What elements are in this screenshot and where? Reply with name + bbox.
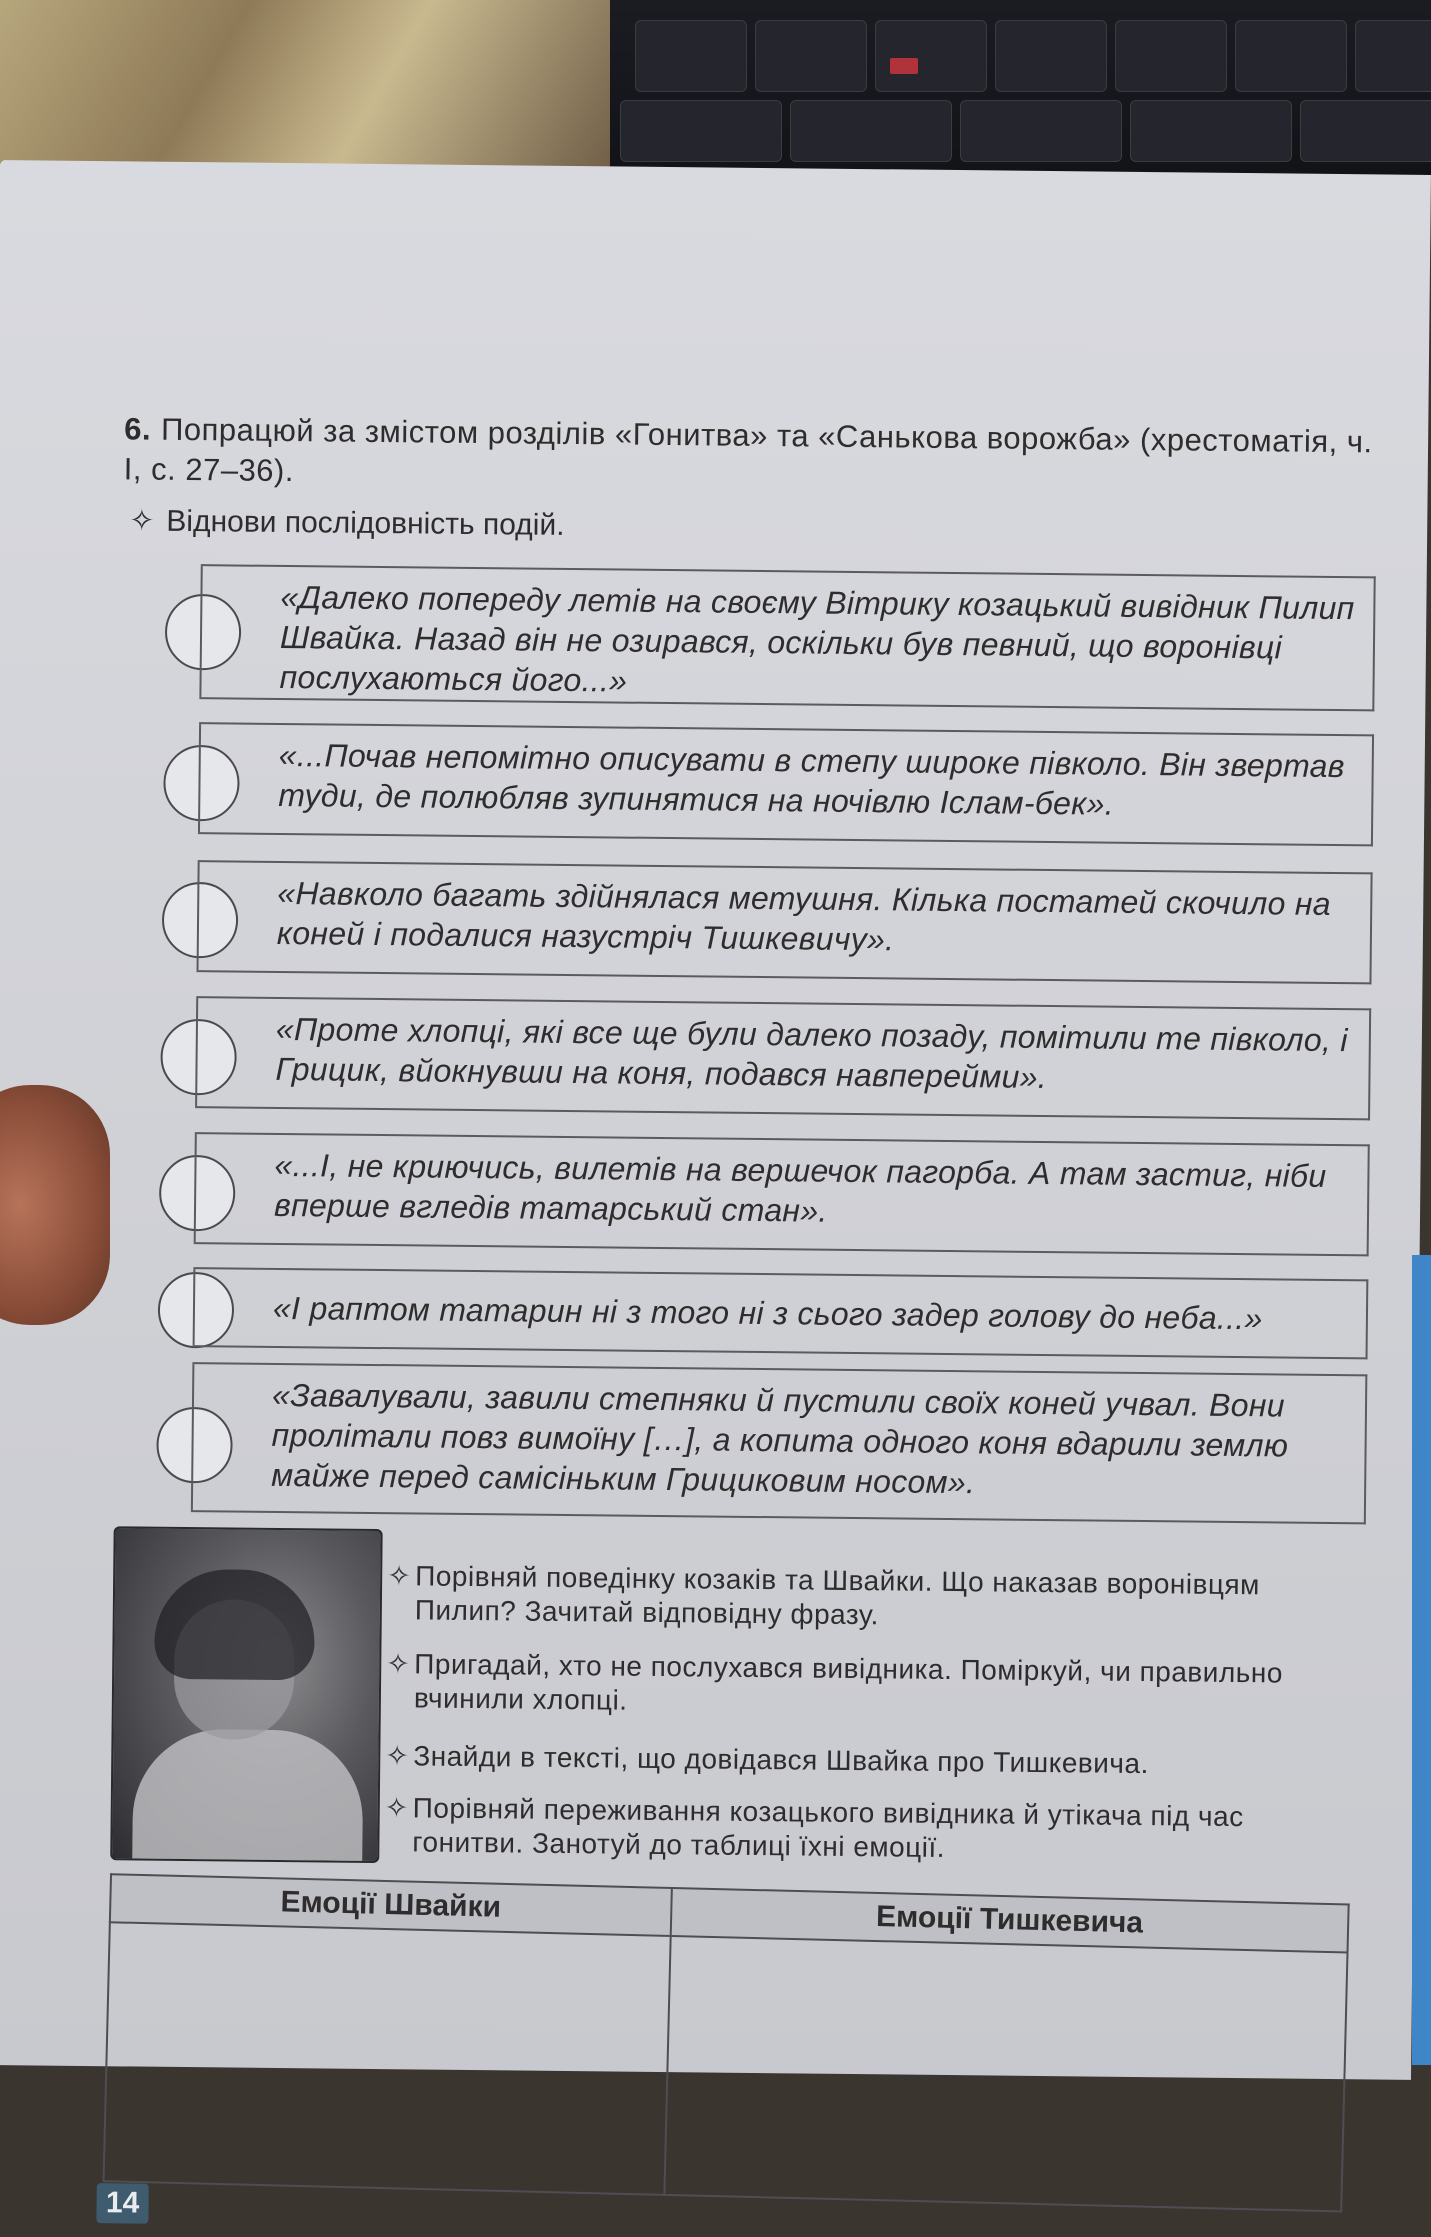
answer-cell-tyshkevych[interactable] (664, 1936, 1347, 2211)
illustration-cossack (110, 1526, 382, 1863)
keyboard-key (995, 20, 1107, 92)
quote-box-5 (194, 1132, 1370, 1256)
quote-box-7 (191, 1362, 1368, 1524)
instruction-text: Віднови послідовність подій. (166, 504, 565, 542)
keyboard-key (635, 20, 747, 92)
table-row (104, 1922, 1348, 2211)
workbook-page (0, 160, 1431, 2220)
question-item-3: ✧ Знайди в тексті, що довідався Швайка про Тишкевича. (385, 1740, 1149, 1780)
quote-text: «Завалували, завили степняки й пустили своїх коней учвал. Вони пролітали повз вимоїну […], а копита одного коня вдарили землю майже перед самісіньким Грициковим носом». (271, 1376, 1289, 1501)
keyboard-key (1300, 100, 1431, 162)
quote-box-6 (193, 1267, 1369, 1359)
blue-bookmark (1412, 1255, 1431, 2065)
answer-cell-shvaika[interactable] (104, 1922, 671, 2195)
star-icon: ✧ (387, 1560, 412, 1592)
table-header-shvaika: Емоції Швайки (110, 1874, 672, 1936)
questions-list (384, 1559, 1365, 1863)
quote-box-3 (197, 860, 1373, 984)
illustration-figure-hair (154, 1569, 315, 1681)
keyboard-key (1115, 20, 1227, 92)
quote-text: «Навколо багать здійнялася метушня. Кілька постатей скочило на коней і подалися назустріч Тишкевичу». (276, 874, 1332, 958)
star-icon: ✧ (384, 1792, 409, 1824)
question-item-4: ✧ Порівняй переживання козацького вивідника й утікача під час гонитви. Занотуй до таблиці їхні емоції. (384, 1792, 1244, 1863)
quote-box-2 (198, 722, 1374, 846)
star-icon: ✧ (129, 504, 155, 538)
task-text: Попрацюй за змістом розділів «Гонитва» та «Санькова ворожба» (хрестоматія, ч. І, с. 27–36). (123, 411, 1373, 489)
quote-text: «І раптом татарин ні з того ні з сього задер голову до неба...» (272, 1289, 1263, 1337)
emotions-table (103, 1873, 1350, 2212)
star-icon: ✧ (386, 1648, 411, 1680)
quote-text: «...І, не криючись, вилетів на вершечок пагорба. А там застиг, ніби вперше вгледів татарський стан». (273, 1146, 1327, 1229)
quote-box-1 (199, 564, 1375, 711)
keyboard-led (890, 58, 918, 74)
task-heading (124, 409, 1395, 502)
quote-text: «Проте хлопці, які все ще були далеко позаду, помітили те півколо, і Грицик, вйокнувши на коня, подався навперейми». (275, 1010, 1348, 1096)
question-item-1: ✧ Порівняй поведінку козаків та Швайки. Що наказав воронівцям Пилип? Зачитай відповідну фразу. (387, 1560, 1261, 1631)
quote-text: «Далеко попереду летів на своєму Вітрику козацький вивідник Пилип Швайка. Назад він не озирався, оскільки був певний, що воронівці послухаються його...» (279, 578, 1355, 699)
keyboard-key (1235, 20, 1347, 92)
keyboard-key (875, 20, 987, 92)
question-item-2: ✧ Пригадай, хто не послухався вивідника. Поміркуй, чи правильно вчинили хлопці. (386, 1648, 1284, 1716)
keyboard-key (1355, 20, 1431, 92)
keyboard-key (620, 100, 782, 162)
quote-text: «...Почав непомітно описувати в степу широке півколо. Він звертав туди, де полюбляв зупинятися на ночівлю Іслам-бек». (278, 736, 1345, 822)
instruction (129, 503, 565, 543)
task-number: 6. (124, 411, 152, 447)
quote-box-4 (195, 996, 1371, 1120)
keyboard-key (960, 100, 1122, 162)
page-number: 14 (96, 2183, 148, 2224)
keyboard-key (755, 20, 867, 92)
table-header-tyshkevych: Емоції Тишкевича (671, 1888, 1349, 1953)
finger (0, 1085, 110, 1325)
keyboard-key (1130, 100, 1292, 162)
star-icon: ✧ (385, 1740, 410, 1772)
keyboard-key (790, 100, 952, 162)
illustration-figure-body (132, 1728, 364, 1863)
